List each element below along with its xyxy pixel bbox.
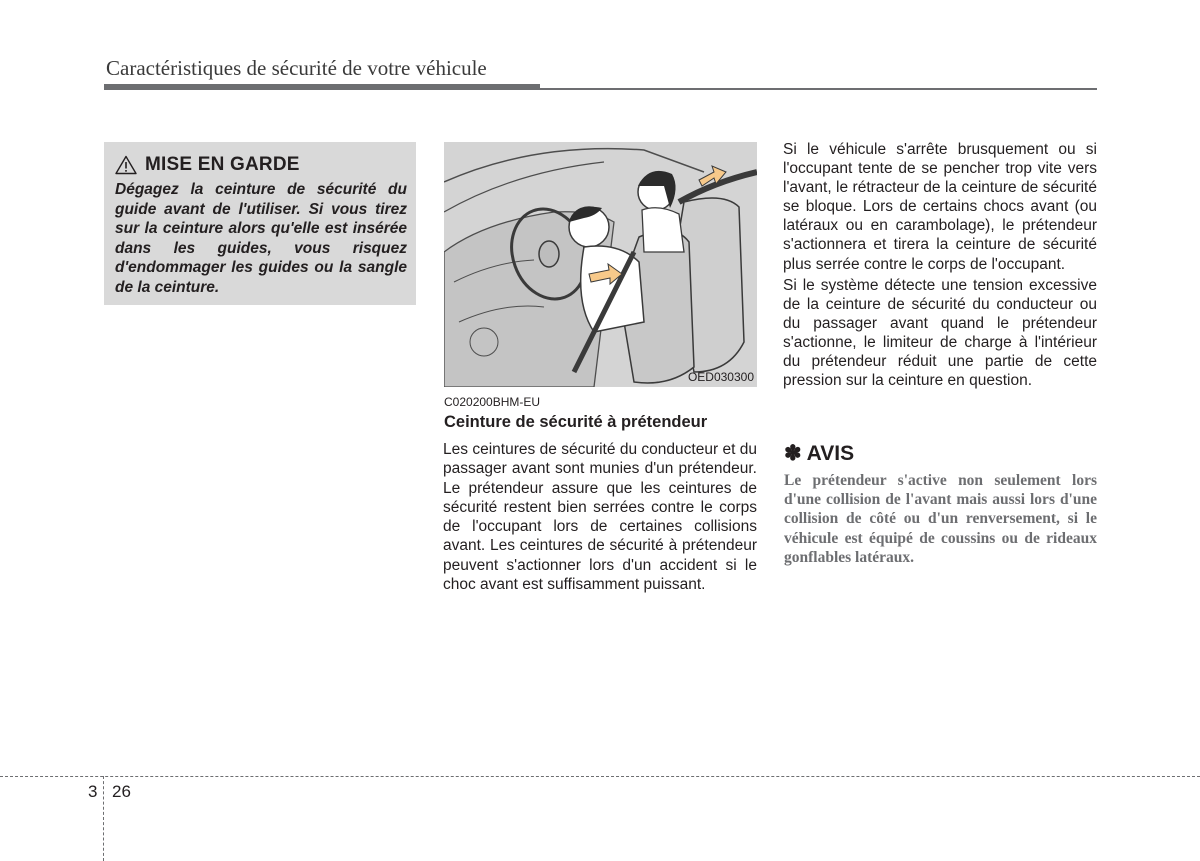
warning-box (104, 142, 416, 305)
chapter-number: 3 (88, 782, 98, 801)
page-header-title: Caractéristiques de sécurité de votre véhicule (106, 56, 487, 80)
header-rule (104, 88, 1097, 90)
notice-body: Le prétendeur s'active non seulement lors d'une collision de l'avant mais aussi lors d'une collision de côté ou d'un renversement, si le véhicule est équipé de coussins ou de rideaux gonflables latéraux. (784, 472, 1097, 566)
notice-title: ✽ AVIS (784, 442, 855, 465)
section-body: Les ceintures de sécurité du conducteur et du passager avant sont munies d'un prétendeur. Le prétendeur assure que les ceintures de sécurité restent bien serrées contre le corps de l'occupant lors de certaines collisions avant. Les ceintures de sécurité à prétendeur peuvent s'actionner lors d'un accident si le choc avant est suffisamment puissant. (443, 441, 757, 594)
right-column (783, 140, 1097, 390)
warning-title: MISE EN GARDE (145, 154, 300, 175)
footer-divider (0, 776, 1200, 777)
right-paragraph-1: Si le véhicule s'arrête brusquement ou si l'occupant tente de se pencher trop vite vers l'avant, le rétracteur de la ceinture de sécurité se bloque. Lors de certains chocs avant (ou latéraux ou en carambolage), le prétendeur s'actionnera et tirera la ceinture de sécurité plus serrée contre le corps de l'occupant. (783, 141, 1097, 273)
section-heading: Ceinture de sécurité à prétendeur (444, 413, 708, 431)
footer-vertical-divider (103, 776, 104, 861)
figure-code: OED030300 (687, 370, 754, 384)
reference-code: C020200BHM-EU (444, 395, 541, 409)
seat-belt-pretensioner-illustration (444, 142, 757, 387)
warning-text: Dégagez la ceinture de sécurité du guide avant de l'utiliser. Si vous tirez sur la ceinture alors qu'elle est insérée dans les guides, vous risquez d'endommager les guides ou la sangle de la ceinture. (115, 181, 407, 296)
warning-header (115, 154, 407, 176)
car-interior-drawing (444, 142, 757, 387)
page-number: 26 (112, 782, 131, 801)
right-paragraph-2: Si le système détecte une tension excessive de la ceinture de sécurité du conducteur ou du passager avant quand le prétendeur s'actionne, le limiteur de charge à l'intérieur du prétendeur réduit une partie de cette pression sur la ceinture en question. (783, 276, 1097, 390)
warning-triangle-icon (115, 155, 137, 175)
